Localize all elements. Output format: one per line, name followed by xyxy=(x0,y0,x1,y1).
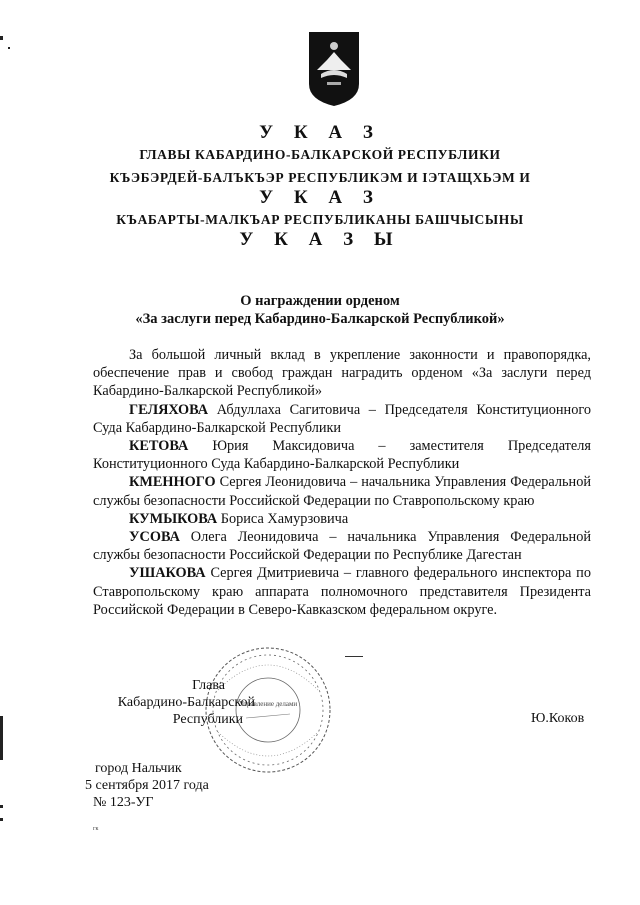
awardee-details: Абдуллаха Сагитовича – Председателя Конституционного Суда Кабардино-Балкарской Республики xyxy=(93,401,591,436)
header-ukaz-kabardian: У К А З xyxy=(259,187,381,208)
decree-footer xyxy=(85,760,209,811)
decree-title-line1: О награждении орденом xyxy=(240,293,400,309)
intro-paragraph: За большой личный вклад в укрепление законности и правопорядка, обеспечение прав и свобод граждан наградить орденом «За заслуги перед Кабардино-Балкарской Республикой» xyxy=(93,347,591,400)
scan-edge-mark xyxy=(0,36,3,40)
header-ukazy-balkarian: У К А З Ы xyxy=(239,229,401,250)
header-ukaz: У К А З xyxy=(259,122,381,143)
awardee-surname: КУМЫКОВА xyxy=(129,510,218,527)
signatory-position xyxy=(95,677,255,728)
awardee-paragraph xyxy=(93,401,591,437)
decree-title-line2: «За заслуги перед Кабардино-Балкарской Республикой» xyxy=(135,311,505,327)
awardee-surname: УШАКОВА xyxy=(129,565,206,582)
awardee-details: Юрия Максидовича – заместителя Председателя Конституционного Суда Кабардино-Балкарской Республики xyxy=(93,438,591,473)
awardee-paragraph xyxy=(93,528,591,564)
header-title-kabardian: КЪЭБЭРДЕЙ-БАЛЪКЪЭР РЕСПУБЛИКЭМ И ІЭТАЩХЬЭМ И xyxy=(109,170,531,185)
signatory-title: Глава xyxy=(192,678,225,693)
awardee-surname: УСОВА xyxy=(129,529,180,546)
coat-of-arms-emblem xyxy=(305,30,363,108)
scan-edge-mark xyxy=(0,805,3,808)
issue-city: город Нальчик xyxy=(95,761,182,776)
signatory-name: Ю.Коков xyxy=(531,711,585,726)
awardee-surname: КЕТОВА xyxy=(129,438,189,455)
header-title-russian: ГЛАВЫ КАБАРДИНО-БАЛКАРСКОЙ РЕСПУБЛИКИ xyxy=(139,147,501,162)
issue-date: 5 сентября 2017 года xyxy=(85,778,209,793)
stamp-dash xyxy=(345,656,363,657)
awardee-paragraph xyxy=(93,473,591,509)
awardee-details: Сергея Леонидовича – начальника Управления Федеральной службы безопасности Российской Федерации по Ставропольскому краю xyxy=(93,474,591,509)
signatory-region: Кабардино-Балкарской xyxy=(117,695,255,710)
scan-edge-mark xyxy=(0,818,3,821)
awardee-paragraph xyxy=(93,564,591,619)
initials-mark: гк xyxy=(93,826,99,832)
signatory-republic: Республики xyxy=(172,712,243,727)
awardee-details: Бориса Хамурзовича xyxy=(217,510,349,527)
scan-edge-mark xyxy=(0,716,3,760)
awardee-paragraph xyxy=(93,510,591,528)
awardee-paragraph xyxy=(93,437,591,473)
header-title-balkarian: КЪАБАРТЫ-МАЛКЪАР РЕСПУБЛИКАНЫ БАШЧЫСЫНЫ xyxy=(116,212,524,227)
scan-speck xyxy=(8,47,10,49)
decree-number: № 123-УГ xyxy=(93,795,154,810)
seal-text: Управление делами xyxy=(238,700,298,708)
awardee-surname: ГЕЛЯХОВА xyxy=(129,401,209,418)
decree-body xyxy=(93,346,591,619)
awardee-details: Олега Леонидовича – начальника Управления Федеральной службы безопасности Российской Федерации по Республике Дагестан xyxy=(93,529,591,564)
awardee-surname: КМЕННОГО xyxy=(129,474,216,491)
awardee-details: Сергея Дмитриевича – главного федерального инспектора по Ставропольскому краю аппарата полномочного представителя Президента Российской Федерации в Северо-Кавказском федеральном округе. xyxy=(93,565,591,618)
